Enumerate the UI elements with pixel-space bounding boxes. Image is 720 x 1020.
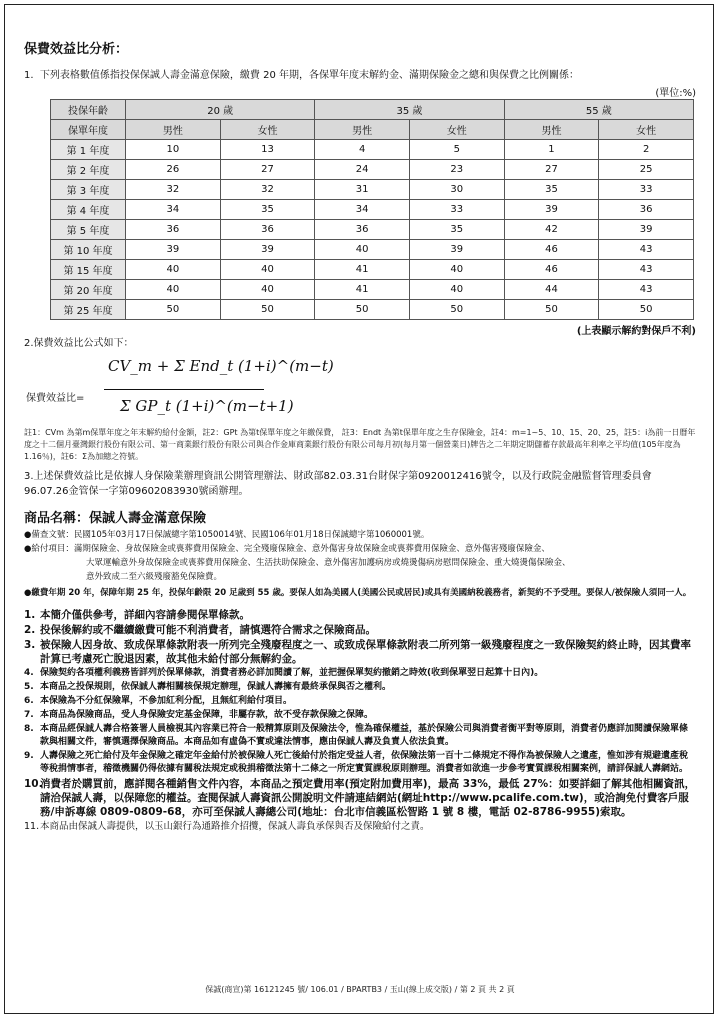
notice-number: 7. bbox=[24, 710, 34, 720]
notice-text: 被保險人因身故、致成保單條款附表一所列完全殘廢程度之一、或致成保單條款附表二所列第一級殘廢程度之一致保險契約終止時，因其費率計算已考慮死亡脫退因素，故其他未給付部分無解約金。 bbox=[40, 639, 691, 665]
notice-list bbox=[24, 608, 696, 833]
table-cell: 46 bbox=[504, 240, 599, 260]
notice-item bbox=[24, 777, 696, 819]
table-cell: 39 bbox=[126, 240, 221, 260]
formula-notes: 註1：CVm 為第m保單年度之年末解約給付金額，註2：GPt 為第t保單年度之年繳保費， 註3：Endt 為第t保單年度之生存保險金，註4：m=1~5、10、15、20、25，註5：i為前一日曆年度之十二個月臺灣銀行股份有限公司、第一商業銀行股份有限公司與合作金庫商業銀行股份有限公司每月初(每月第一個營業日)牌告之二年期定期儲蓄存款最高年利率之平均值(105年度為1.16％)，註6：Σ為加總之符號。 bbox=[24, 428, 696, 461]
row-year-label: 第 10 年度 bbox=[51, 240, 126, 260]
row-year-label: 第 5 年度 bbox=[51, 220, 126, 240]
table-cell: 42 bbox=[504, 220, 599, 240]
gender-female: 女性 bbox=[220, 120, 315, 140]
table-cell: 33 bbox=[409, 200, 504, 220]
age-header: 投保年齡 bbox=[51, 100, 126, 120]
age-col-20: 20 歲 bbox=[126, 100, 315, 120]
table-cell: 39 bbox=[220, 240, 315, 260]
notice-item bbox=[24, 681, 696, 694]
notice-number: 6. bbox=[24, 696, 34, 706]
table-cell: 40 bbox=[315, 240, 410, 260]
table-cell: 32 bbox=[126, 180, 221, 200]
table-cell: 30 bbox=[409, 180, 504, 200]
item1-num: 1. bbox=[24, 70, 34, 81]
notice-text: 本商品之投保規則，依保誠人壽相關核保規定辦理，保誠人壽擁有最終承保與否之權利。 bbox=[40, 682, 392, 692]
ratio-table bbox=[50, 99, 694, 320]
notice-text: 投保後解約或不繼續繳費可能不利消費者，請慎選符合需求之保險商品。 bbox=[40, 624, 376, 636]
page-footer: 保誠(商宣)第 16121245 號/ 106.01 / BPARTB3 / 玉山(線上成交版) / 第 2 頁 共 2 頁 bbox=[205, 985, 515, 994]
benefits-line: 大眾運輸意外身故保險金或喪葬費用保險金、生活扶助保險金、意外傷害加護病房或燒燙傷病房慰問保險金、重大燒燙傷保險金、 bbox=[86, 558, 571, 568]
item1-body: 下列表格數值係指投保保誠人壽金滿意保險，繳費 20 年期，各保單年度末解約金、滿期保險金之總和與保費之比例關係： bbox=[39, 70, 579, 81]
row-year-label: 第 15 年度 bbox=[51, 260, 126, 280]
notice-item bbox=[24, 695, 696, 708]
table-cell: 40 bbox=[220, 260, 315, 280]
notice-text: 消費者於購買前，應詳閱各種銷售文件內容，本商品之預定費用率(預定附加費用率)，最高 33%，最低 27%：如要詳細了解其他相關資訊，請洽保誠人壽，以保障您的權益。查閱保誠人壽資訊公開說明文件請連結網站(網址http://www.pcalife.com.tw)，或洽詢免付費客戶服務/申訴專線 0809-0809-68，亦可至保誠人壽總公司(地址：台北市信義區松智路 1 號 8 樓，電話 02-8786-9955)索取。 bbox=[40, 778, 696, 818]
table-cell: 43 bbox=[599, 280, 694, 300]
table-cell: 50 bbox=[409, 300, 504, 320]
row-year-label: 第 25 年度 bbox=[51, 300, 126, 320]
table-cell: 27 bbox=[504, 160, 599, 180]
table-row bbox=[51, 200, 694, 220]
notice-text: 保險契約各項權利義務皆詳列於保單條款，消費者務必詳加閱讀了解，並把握保單契約撤銷之時效(收到保單翌日起算十日內)。 bbox=[40, 668, 544, 678]
gender-female: 女性 bbox=[409, 120, 504, 140]
table-cell: 24 bbox=[315, 160, 410, 180]
fraction-bar bbox=[104, 389, 264, 390]
table-cell: 33 bbox=[599, 180, 694, 200]
table-note: (上表顯示解約對保戶不利) bbox=[576, 326, 696, 337]
notice-item bbox=[24, 750, 696, 776]
table-cell: 13 bbox=[220, 140, 315, 160]
notice-item bbox=[24, 608, 696, 622]
notice-item bbox=[24, 820, 696, 833]
table-cell: 2 bbox=[599, 140, 694, 160]
table-row bbox=[51, 260, 694, 280]
table-cell: 35 bbox=[409, 220, 504, 240]
notice-number: 11. bbox=[24, 821, 40, 832]
table-cell: 44 bbox=[504, 280, 599, 300]
table-cell: 36 bbox=[220, 220, 315, 240]
notice-text: 本商品由保誠人壽提供，以玉山銀行為通路推介招攬，保誠人壽負承保與否及保險給付之責。 bbox=[40, 821, 430, 832]
row-year-label: 第 3 年度 bbox=[51, 180, 126, 200]
gender-male: 男性 bbox=[504, 120, 599, 140]
table-row bbox=[51, 240, 694, 260]
notice-text: 本商品經保誠人壽合格簽署人員檢視其內容業已符合一般精算原則及保險法令，惟為確保權益，基於保險公司與消費者衡平對等原則，消費者仍應詳加閱讀保險單條款與相關文件，審慎選擇保險商品。本商品如有虛偽不實或違法情事，應由保誠人壽及負責人依法負責。 bbox=[40, 724, 689, 747]
notice-number: 4. bbox=[24, 668, 34, 678]
table-cell: 50 bbox=[315, 300, 410, 320]
item3-text: 3.上述保費效益比是依據人身保險業辦理資訊公開管理辦法、財政部82.03.31台財保字第0920012416號令，以及行政院金融監督管理委員會96.07.26金管保一字第09602083930號函辦理。 bbox=[24, 471, 652, 497]
formula-numerator: CV_m + Σ End_t (1+i)^(m−t) bbox=[108, 357, 334, 375]
table-cell: 35 bbox=[504, 180, 599, 200]
benefits-label: ●給付項目： bbox=[24, 544, 74, 554]
table-cell: 46 bbox=[504, 260, 599, 280]
table-cell: 10 bbox=[126, 140, 221, 160]
row-year-label: 第 20 年度 bbox=[51, 280, 126, 300]
notice-number: 9. bbox=[24, 751, 34, 761]
table-cell: 40 bbox=[126, 280, 221, 300]
table-cell: 40 bbox=[126, 260, 221, 280]
notice-number: 5. bbox=[24, 682, 34, 692]
notice-text: 本簡介僅供參考，詳細內容請參閱保單條款。 bbox=[40, 609, 250, 621]
row-year-label: 第 2 年度 bbox=[51, 160, 126, 180]
table-row bbox=[51, 220, 694, 240]
table-cell: 25 bbox=[599, 160, 694, 180]
benefits-line: 意外致成二至六級殘廢豁免保險費。 bbox=[86, 572, 223, 582]
formula-title: 2.保費效益比公式如下： bbox=[24, 338, 134, 349]
unit-label: (單位:%) bbox=[655, 88, 696, 99]
table-row bbox=[51, 280, 694, 300]
table-cell: 1 bbox=[504, 140, 599, 160]
notice-number: 8. bbox=[24, 724, 34, 734]
notice-text: 本商品為保險商品，受人身保險安定基金保障，非屬存款，故不受存款保險之保障。 bbox=[40, 710, 374, 720]
row-year-label: 第 4 年度 bbox=[51, 200, 126, 220]
formula bbox=[24, 355, 696, 421]
table-cell: 5 bbox=[409, 140, 504, 160]
notice-item bbox=[24, 623, 696, 637]
notice-item bbox=[24, 723, 696, 749]
table-cell: 4 bbox=[315, 140, 410, 160]
notice-number: 1. bbox=[24, 609, 36, 621]
table-row bbox=[51, 300, 694, 320]
notice-number: 3. bbox=[24, 639, 36, 651]
payment-terms: ●繳費年期 20 年，保障年期 25 年，投保年齡限 20 足歲到 55 歲。要保人如為美國人(美國公民或居民)或具有美國納稅義務者，新契約不予受理。要保人/被保險人須同一人。 bbox=[24, 588, 692, 598]
table-cell: 34 bbox=[126, 200, 221, 220]
benefit-items bbox=[24, 542, 696, 584]
item1-text bbox=[24, 69, 696, 83]
table-cell: 50 bbox=[599, 300, 694, 320]
table-cell: 40 bbox=[409, 280, 504, 300]
table-cell: 43 bbox=[599, 260, 694, 280]
table-cell: 36 bbox=[126, 220, 221, 240]
table-cell: 50 bbox=[504, 300, 599, 320]
table-cell: 41 bbox=[315, 280, 410, 300]
notice-text: 人壽保險之死亡給付及年金保險之確定年金給付於被保險人死亡後給付於指定受益人者，依保險法第一百十二條規定不得作為被保險人之遺產，惟如涉有規避遺產稅等稅捐情事者，稽徵機關仍得依據有關稅法規定或稅捐稽徵法第十二條之一所定實質課稅原則辦理。消費者如欲進一步參考實質課稅相關案例，請詳保誠人壽網站。 bbox=[40, 751, 689, 774]
gender-male: 男性 bbox=[315, 120, 410, 140]
table-cell: 50 bbox=[220, 300, 315, 320]
table-cell: 41 bbox=[315, 260, 410, 280]
gender-female: 女性 bbox=[599, 120, 694, 140]
row-year-label: 第 1 年度 bbox=[51, 140, 126, 160]
ratio-table-body bbox=[51, 140, 694, 320]
table-cell: 39 bbox=[409, 240, 504, 260]
notice-text: 本保險為不分紅保險單，不參加紅利分配，且無紅利給付項目。 bbox=[40, 696, 293, 706]
formula-denominator: Σ GP_t (1+i)^(m−t+1) bbox=[120, 397, 294, 415]
notice-item bbox=[24, 667, 696, 680]
table-cell: 36 bbox=[315, 220, 410, 240]
table-cell: 34 bbox=[315, 200, 410, 220]
table-cell: 39 bbox=[504, 200, 599, 220]
table-cell: 43 bbox=[599, 240, 694, 260]
table-cell: 40 bbox=[220, 280, 315, 300]
product-title: 商品名稱：保誠人壽金滿意保險 bbox=[24, 511, 207, 526]
table-row bbox=[51, 140, 694, 160]
age-col-55: 55 歲 bbox=[504, 100, 693, 120]
table-cell: 50 bbox=[126, 300, 221, 320]
table-row bbox=[51, 180, 694, 200]
table-row bbox=[51, 160, 694, 180]
notice-item bbox=[24, 638, 696, 666]
table-cell: 35 bbox=[220, 200, 315, 220]
table-cell: 36 bbox=[599, 200, 694, 220]
table-cell: 39 bbox=[599, 220, 694, 240]
table-cell: 26 bbox=[126, 160, 221, 180]
notice-number: 2. bbox=[24, 624, 36, 636]
table-cell: 40 bbox=[409, 260, 504, 280]
formula-left: 保費效益比= bbox=[26, 393, 85, 404]
benefits-line: 滿期保險金、身故保險金或喪葬費用保險金、完全殘廢保險金、意外傷害身故保險金或喪葬費用保險金、意外傷害殘廢保險金、 bbox=[73, 544, 550, 554]
table-cell: 32 bbox=[220, 180, 315, 200]
table-cell: 31 bbox=[315, 180, 410, 200]
table-cell: 27 bbox=[220, 160, 315, 180]
document-page bbox=[24, 28, 696, 834]
section-title: 保費效益比分析： bbox=[24, 42, 129, 57]
table-cell: 23 bbox=[409, 160, 504, 180]
notice-number: 10. bbox=[24, 778, 43, 790]
notice-item bbox=[24, 709, 696, 722]
filing-number: ●備查文號：民國105年03月17日保誠總字第1050014號、民國106年01月18日保誠總字第1060001號。 bbox=[24, 530, 430, 540]
gender-male: 男性 bbox=[126, 120, 221, 140]
age-col-35: 35 歲 bbox=[315, 100, 504, 120]
year-header: 保單年度 bbox=[51, 120, 126, 140]
